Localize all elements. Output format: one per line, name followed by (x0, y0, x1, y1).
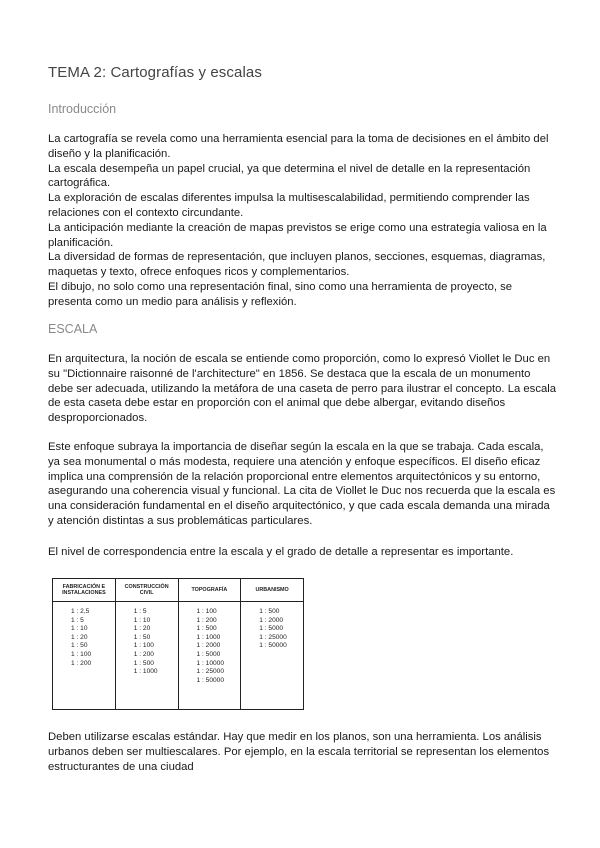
scale-value: 1 : 1000 (133, 668, 158, 676)
scale-value: 1 : 500 (133, 659, 154, 667)
scale-value: 1 : 10000 (196, 659, 224, 667)
escala-heading: ESCALA (48, 322, 98, 336)
scale-value: 1 : 500 (196, 625, 217, 633)
scale-value: 1 : 5 (133, 608, 147, 615)
escala-paragraph-2: Este enfoque subraya la importancia de diseñar según la escala en la que se trabaja. Cada escala, ya sea monumental o más modesta, requiere una atención y enfoque específicos. El diseño eficaz implica una comprensión de la relación proporcional entre elementos arquitectónicos y su entorno, asegurando una coherencia visual y funcional. La cita de Viollet le Duc nos recuerda que la escala es una consideración fundamental en el diseño arquitectónico, y que cada escala demanda una mirada y atención distintas a sus problemáticas particulares. (48, 441, 556, 527)
scale-value: 1 : 200 (71, 659, 92, 667)
scale-value: 1 : 20 (71, 633, 88, 641)
scale-value: 1 : 1000 (196, 633, 221, 641)
escala-paragraph-3: El nivel de correspondencia entre la escala y el grado de detalle a representar es importante. (48, 546, 514, 558)
intro-line: La anticipación mediante la creación de mapas previstos se erige como una estrategia valiosa en la planificación. (48, 221, 547, 249)
intro-line: La exploración de escalas diferentes impulsa la multisescalabilidad, permitiendo comprender las relaciones con el contexto circundante. (48, 192, 530, 219)
scale-value: 1 : 2000 (196, 642, 221, 650)
scale-value: 1 : 200 (196, 616, 217, 624)
intro-line: El dibujo, no solo como una representación final, sino como una herramienta de proyecto, se presenta como un medio para análisis y reflexión. (48, 280, 513, 308)
scale-value: 1 : 5000 (196, 650, 221, 658)
table-column (115, 602, 178, 710)
table-column (53, 602, 116, 710)
scale-value: 1 : 100 (133, 642, 154, 650)
intro-line: La cartografía se revela como una herramienta esencial para la toma de decisiones en el ámbito del diseño y la planificación. (48, 133, 549, 160)
table-header: TOPOGRAFÍA (178, 579, 241, 602)
closing-paragraph: Deben utilizarse escalas estándar. Hay que medir en los planos, son una herramienta. Los análisis urbanos deben ser multiescalares. Por ejemplo, en la escala territorial se representan los elementos estructurantes de una ciudad (48, 731, 550, 773)
scale-value: 1 : 20 (133, 625, 151, 633)
table-header: CONSTRUCCIÓN CIVIL (115, 579, 178, 602)
table-column (241, 602, 304, 710)
escala-paragraph-1: En arquitectura, la noción de escala se entiende como proporción, como lo expresó Viollet le Duc en su "Dictionnaire raisonné de l'architecture" en 1856. Se destaca que la escala de un monumento debe ser adecuada, utilizando la metáfora de una caseta de perro para ilustrar el concepto. La escala de esta caseta debe estar en proporción con el animal que debe albergar, evitando diseños desproporcionados. (48, 353, 557, 425)
scale-value: 1 : 5000 (259, 625, 284, 633)
scale-value: 1 : 100 (71, 650, 92, 658)
table-header: FABRICACIÓN E INSTALACIONES (53, 579, 116, 602)
table-column (178, 602, 241, 710)
scale-value: 1 : 5 (71, 616, 84, 624)
scale-value: 1 : 500 (259, 608, 280, 615)
scale-value: 1 : 25000 (196, 668, 224, 676)
scale-value: 1 : 50000 (196, 676, 224, 684)
scale-value: 1 : 100 (196, 608, 217, 615)
scale-table (52, 578, 304, 710)
scale-value: 1 : 2000 (259, 616, 284, 624)
page-title: TEMA 2: Cartografías y escalas (48, 64, 262, 81)
scale-value: 1 : 25000 (259, 633, 287, 641)
scale-value: 1 : 2,5 (71, 608, 90, 615)
scale-value: 1 : 10 (71, 625, 88, 633)
intro-line: La escala desempeña un papel crucial, ya que determina el nivel de detalle en la representación cartográfica. (48, 162, 531, 190)
table-header: URBANISMO (241, 579, 304, 602)
scale-value: 1 : 50 (71, 642, 88, 650)
scale-value: 1 : 10 (133, 616, 151, 624)
intro-heading: Introducción (48, 102, 117, 116)
scale-value: 1 : 200 (133, 650, 154, 658)
scale-value: 1 : 50000 (259, 642, 287, 650)
intro-paragraph (48, 132, 558, 310)
scale-value: 1 : 50 (133, 633, 151, 641)
intro-line: La diversidad de formas de representación, que incluyen planos, secciones, esquemas, diagramas, maquetas y texto, ofrece enfoques ricos y complementarios. (48, 251, 546, 279)
